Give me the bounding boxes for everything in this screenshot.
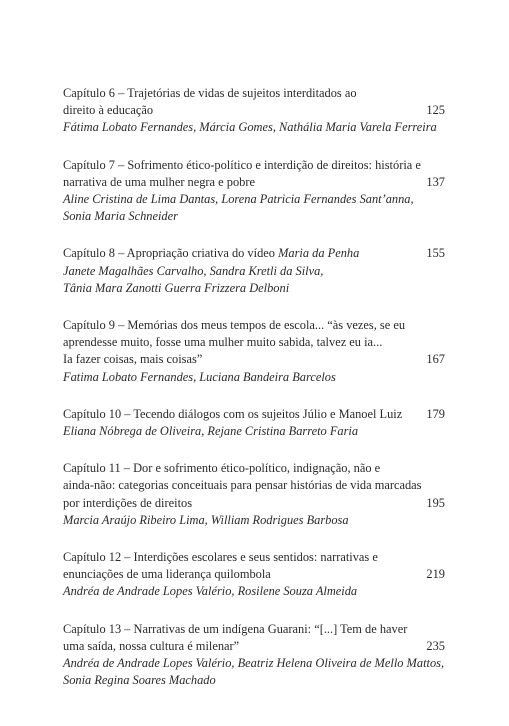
toc-entry-chapter-8[interactable] [63,245,445,297]
page-number: 125 [426,103,445,118]
page-number: 179 [426,406,445,421]
page-number: 137 [426,174,445,189]
toc-entry-chapter-13[interactable] [63,621,445,690]
chapter-authors: Fatima Lobato Fernandes, Luciana Bandeira Barcelos [63,369,336,384]
toc-entry-chapter-11[interactable] [63,460,445,529]
chapter-title-line: Capítulo 9 – Memórias dos meus tempos de escola... “às vezes, se eu [63,318,406,333]
chapter-title-line: aprendesse muito, fosse uma mulher muito sabida, talvez eu ia... [63,335,383,350]
chapter-authors: Janete Magalhães Carvalho, Sandra Kretli da Silva, [63,263,324,278]
chapter-title-line: Capítulo 12 – Interdições escolares e seus sentidos: narrativas e [63,550,378,565]
chapter-title-line: Ia fazer coisas, mais coisas” [63,352,203,367]
page-number: 155 [426,246,445,261]
chapter-authors: Marcia Araújo Ribeiro Lima, William Rodrigues Barbosa [63,512,349,527]
chapter-authors: Andréa de Andrade Lopes Valério, Beatriz Helena Oliveira de Mello Mattos, [63,656,445,671]
page-number: 235 [426,638,445,653]
chapter-authors: Fátima Lobato Fernandes, Márcia Gomes, Nathália Maria Varela Ferreira [63,120,437,135]
chapter-authors: Sonia Regina Soares Machado [63,673,216,688]
chapter-authors: Tânia Mara Zanotti Guerra Frizzera Delboni [63,280,290,295]
chapter-title-line: enunciações de uma liderança quilombola [63,567,271,582]
chapter-title-line: direito à educação [63,103,154,118]
chapter-title-prefix: Capítulo 8 – Apropriação criativa do vídeo [63,246,279,261]
page-number: 219 [426,567,445,582]
chapter-authors: Eliana Nóbrega de Oliveira, Rejane Cristina Barreto Faria [63,424,359,439]
chapter-title-line [63,245,445,262]
toc-entry-chapter-10[interactable] [63,406,445,440]
page-number: 167 [426,352,445,367]
table-of-contents [63,85,445,709]
chapter-title-line: Capítulo 7 – Sofrimento ético-político e interdição de direitos: história e [63,157,421,172]
toc-entry-chapter-7[interactable] [63,157,445,226]
chapter-title-line: Capítulo 11 – Dor e sofrimento ético-político, indignação, não e [63,461,381,476]
page-number: 195 [426,495,445,510]
toc-entry-chapter-9[interactable] [63,317,445,386]
chapter-title-line: uma saída, nossa cultura é milenar” [63,638,240,653]
chapter-title-line: narrativa de uma mulher negra e pobre [63,174,255,189]
toc-entry-chapter-12[interactable] [63,549,445,601]
chapter-title-line: Capítulo 6 – Trajetórias de vidas de sujeitos interditados ao [63,86,357,100]
toc-entry-chapter-6[interactable] [63,85,445,137]
chapter-title-line: ainda-não: categorias conceituais para pensar histórias de vida marcadas [63,478,422,493]
chapter-title-line: Capítulo 10 – Tecendo diálogos com os sujeitos Júlio e Manoel Luiz [63,406,403,421]
chapter-authors: Andréa de Andrade Lopes Valério, Rosilene Souza Almeida [63,584,358,599]
chapter-title-line: por interdições de direitos [63,495,193,510]
chapter-authors: Aline Cristina de Lima Dantas, Lorena Patricia Fernandes Sant’anna, [63,192,414,207]
chapter-title-line: Capítulo 13 – Narrativas de um indígena Guarani: “[...] Tem de haver [63,621,408,636]
chapter-authors: Sonia Maria Schneider [63,209,178,224]
chapter-title-italic: Maria da Penha [278,246,360,261]
